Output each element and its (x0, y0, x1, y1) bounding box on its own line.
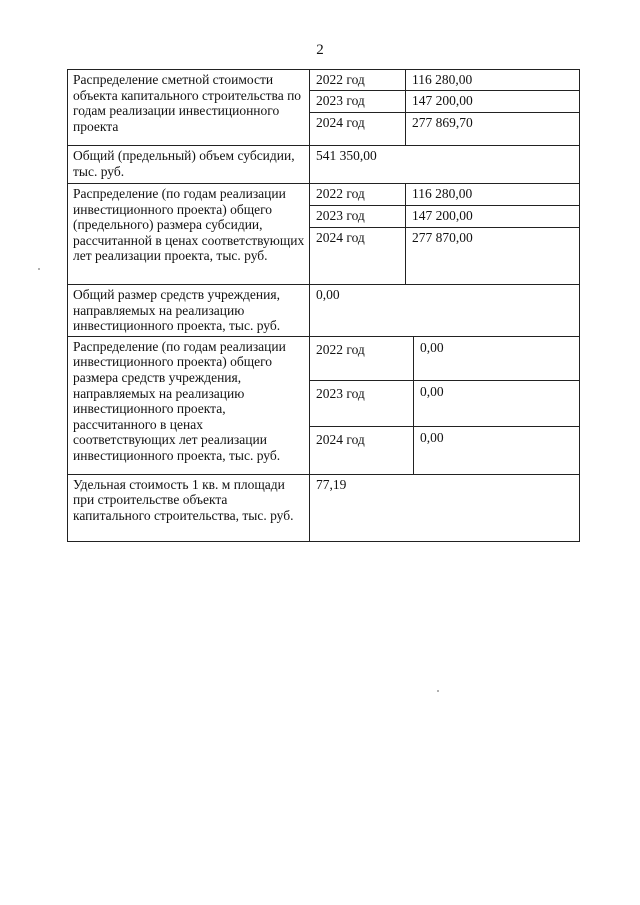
value-cell: 0,00 (414, 426, 580, 474)
unit-cost-value: 77,19 (310, 474, 580, 541)
institution-total-label: Общий размер средств учреждения, направляемых на реализацию инвестиционного проекта, тыс. руб. (68, 285, 310, 337)
scan-speck (38, 268, 40, 270)
institution-distribution-label: Распределение (по годам реализации инвестиционного проекта) общего размера средств учреждения, направляемых на реализацию инвестиционного проекта, рассчитанного в ценах соответствующих лет реализации инвестиционного проекта, тыс. руб. (68, 336, 310, 474)
table-row (68, 285, 580, 337)
year-cell: 2023 год (310, 206, 406, 228)
year-cell: 2022 год (310, 70, 406, 91)
table-row (68, 70, 580, 91)
table-row (310, 380, 579, 426)
table-row (68, 184, 580, 206)
estimate-distribution-label: Распределение сметной стоимости объекта капитального строительства по годам реализации инвестиционного проекта (68, 70, 310, 146)
page-number: 2 (316, 42, 324, 58)
year-cell: 2024 год (310, 228, 406, 285)
institution-distribution-years (310, 336, 580, 474)
value-cell: 0,00 (414, 380, 580, 426)
subsidy-total-value: 541 350,00 (310, 146, 580, 184)
scan-speck (437, 690, 439, 692)
year-cell: 2023 год (310, 380, 414, 426)
year-cell: 2022 год (310, 184, 406, 206)
value-cell: 277 869,70 (406, 113, 580, 146)
project-parameters-table (67, 69, 580, 542)
value-cell: 277 870,00 (406, 228, 580, 285)
year-cell: 2024 год (310, 113, 406, 146)
unit-cost-label: Удельная стоимость 1 кв. м площади при строительстве объекта капитального строительства, тыс. руб. (68, 474, 310, 541)
year-cell: 2023 год (310, 91, 406, 113)
year-cell: 2022 год (310, 337, 414, 381)
year-cell: 2024 год (310, 426, 414, 474)
subsidy-distribution-label: Распределение (по годам реализации инвестиционного проекта) общего (предельного) размера субсидии, рассчитанной в ценах соответствующих лет реализации проекта, тыс. руб. (68, 184, 310, 285)
institution-years-table (310, 337, 579, 474)
value-cell: 116 280,00 (406, 184, 580, 206)
table-row (68, 336, 580, 474)
institution-total-value: 0,00 (310, 285, 580, 337)
table-row (310, 337, 579, 381)
value-cell: 0,00 (414, 337, 580, 381)
subsidy-total-label: Общий (предельный) объем субсидии, тыс. руб. (68, 146, 310, 184)
table-row (68, 146, 580, 184)
value-cell: 147 200,00 (406, 91, 580, 113)
value-cell: 147 200,00 (406, 206, 580, 228)
table-row (310, 426, 579, 474)
value-cell: 116 280,00 (406, 70, 580, 91)
table-row (68, 474, 580, 541)
